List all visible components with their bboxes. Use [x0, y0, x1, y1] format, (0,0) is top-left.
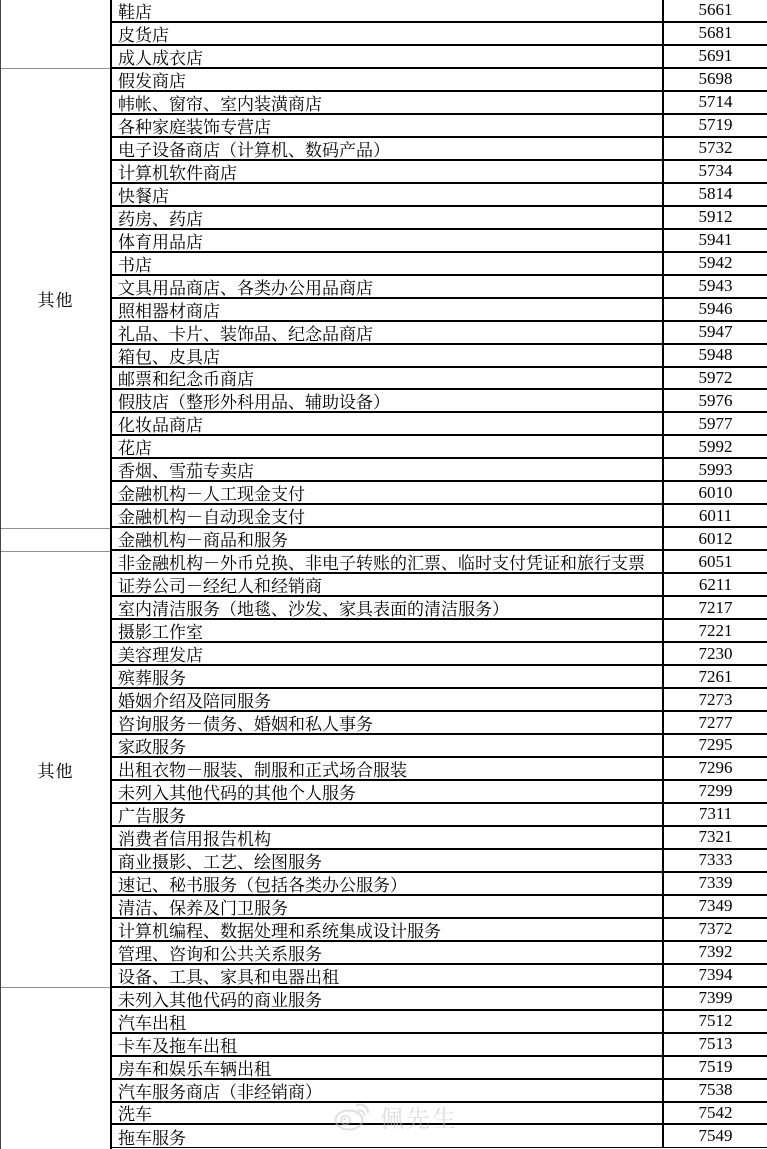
table-row: [112, 712, 767, 735]
merchant-description-cell: 金融机构－人工现金支付: [112, 482, 664, 503]
merchant-description-cell: 邮票和纪念币商店: [112, 368, 664, 389]
merchant-description-cell: 卡车及拖车出租: [112, 1034, 664, 1055]
table-row: [112, 873, 767, 896]
mcc-code-cell: 5698: [698, 69, 733, 89]
category-column: [0, 0, 112, 1149]
merchant-description-cell: 室内清洁服务（地毯、沙发、家具表面的清洁服务）: [112, 597, 664, 618]
merchant-description-cell: 各种家庭装饰专营店: [112, 115, 664, 136]
table-row: [112, 138, 767, 161]
table-row: [112, 299, 767, 322]
mcc-code-cell: 5814: [698, 184, 733, 204]
category-group-cell: [1, 69, 110, 529]
table-row: [112, 804, 767, 827]
mcc-code-cell: 5941: [698, 230, 733, 250]
mcc-code-cell: 5661: [698, 0, 733, 20]
mcc-code-cell: 5691: [698, 46, 733, 66]
mcc-code-cell: 6211: [698, 574, 733, 594]
table-row: [112, 230, 767, 253]
merchant-description-cell: 消费者信用报告机构: [112, 827, 664, 848]
merchant-description-cell: 管理、咨询和公共关系服务: [112, 942, 664, 963]
mcc-code-cell: 7512: [698, 1011, 733, 1031]
merchant-description-cell: 汽车服务商店（非经销商）: [112, 1080, 664, 1101]
merchant-description-cell: 快餐店: [112, 184, 664, 205]
merchant-description-cell: 广告服务: [112, 804, 664, 825]
mcc-code-cell: 7296: [698, 758, 733, 778]
table-row: [112, 115, 767, 138]
table-row: [112, 827, 767, 850]
merchant-description-cell: 体育用品店: [112, 230, 664, 251]
mcc-code-cell: 7549: [698, 1126, 733, 1146]
merchant-description-cell: 鞋店: [112, 0, 664, 21]
merchant-description-cell: 帏帐、窗帘、室内装潢商店: [112, 92, 664, 113]
table-row: [112, 1011, 767, 1034]
merchant-description-cell: 美容理发店: [112, 643, 664, 664]
merchant-description-cell: 计算机软件商店: [112, 161, 664, 182]
table-row: [112, 23, 767, 46]
merchant-description-cell: 拖车服务: [112, 1125, 664, 1147]
table-row: [112, 459, 767, 482]
merchant-description-cell: 书店: [112, 253, 664, 274]
merchant-description-cell: 未列入其他代码的商业服务: [112, 988, 664, 1009]
table-row: [112, 69, 767, 92]
table-row: [112, 528, 767, 551]
mcc-code-cell: 7273: [698, 689, 733, 709]
mcc-code-cell: 5942: [698, 253, 733, 273]
category-label: 其他: [37, 290, 74, 310]
table-row: [112, 0, 767, 23]
mcc-code-cell: 7394: [698, 965, 733, 985]
table-row: [112, 597, 767, 620]
merchant-description-cell: 电子设备商店（计算机、数码产品）: [112, 138, 664, 159]
mcc-code-cell: 5948: [698, 345, 733, 365]
mcc-code-cell: 5734: [698, 161, 733, 181]
mcc-code-cell: 5977: [698, 413, 733, 433]
merchant-description-cell: 婚姻介绍及陪同服务: [112, 689, 664, 710]
mcc-code-cell: 7221: [698, 620, 733, 640]
mcc-code-cell: 6012: [698, 528, 733, 548]
table-row: [112, 1057, 767, 1080]
table-row: [112, 253, 767, 276]
table-row: [112, 276, 767, 299]
table-row: [112, 551, 767, 574]
table-row: [112, 413, 767, 436]
category-group-cell-empty: [1, 529, 110, 552]
mcc-code-cell: 5912: [698, 207, 733, 227]
merchant-description-cell: 照相器材商店: [112, 299, 664, 320]
merchant-description-cell: 礼品、卡片、装饰品、纪念品商店: [112, 322, 664, 343]
merchant-description-cell: 未列入其他代码的其他个人服务: [112, 781, 664, 802]
mcc-code-cell: 7217: [698, 597, 733, 617]
table-row: [112, 689, 767, 712]
mcc-code-cell: 5719: [698, 115, 733, 135]
table-row: [112, 988, 767, 1011]
table-row: [112, 46, 767, 69]
mcc-code-cell: 5946: [698, 299, 733, 319]
table-row: [112, 436, 767, 459]
table-row: [112, 574, 767, 597]
table-row: [112, 505, 767, 528]
merchant-description-cell: 速记、秘书服务（包括各类办公服务）: [112, 873, 664, 894]
table-row: [112, 1125, 767, 1148]
merchant-description-cell: 香烟、雪茄专卖店: [112, 459, 664, 480]
mcc-code-cell: 5714: [698, 92, 733, 112]
mcc-code-cell: 7295: [698, 735, 733, 755]
table-row: [112, 345, 767, 368]
table-row: [112, 643, 767, 666]
merchant-description-cell: 皮货店: [112, 23, 664, 44]
merchant-description-cell: 家政服务: [112, 735, 664, 756]
merchant-description-cell: 商业摄影、工艺、绘图服务: [112, 850, 664, 871]
merchant-description-cell: 假肢店（整形外科用品、辅助设备）: [112, 390, 664, 411]
merchant-description-cell: 证券公司－经纪人和经销商: [112, 574, 664, 595]
mcc-code-cell: 6011: [698, 505, 733, 525]
merchant-description-cell: 洗车: [112, 1103, 664, 1124]
table-row: [112, 666, 767, 689]
mcc-code-cell: 5732: [698, 138, 733, 158]
mcc-code-cell: 5993: [698, 459, 733, 479]
merchant-description-cell: 文具用品商店、各类办公用品商店: [112, 276, 664, 297]
table-row: [112, 207, 767, 230]
merchant-description-cell: 摄影工作室: [112, 620, 664, 641]
table-row: [112, 161, 767, 184]
table-row: [112, 620, 767, 643]
merchant-description-cell: 花店: [112, 436, 664, 457]
table-row: [112, 368, 767, 391]
merchant-description-cell: 汽车出租: [112, 1011, 664, 1032]
table-row: [112, 781, 767, 804]
merchant-description-cell: 设备、工具、家具和电器出租: [112, 965, 664, 986]
table-row: [112, 1103, 767, 1126]
merchant-description-cell: 药房、药店: [112, 207, 664, 228]
merchant-description-cell: 殡葬服务: [112, 666, 664, 687]
category-group-cell-empty: [1, 0, 110, 69]
table-row: [112, 896, 767, 919]
mcc-code-cell: 7277: [698, 712, 733, 732]
table-row: [112, 850, 767, 873]
mcc-code-cell: 7513: [698, 1034, 733, 1054]
mcc-code-cell: 7299: [698, 781, 733, 801]
table-row: [112, 919, 767, 942]
category-group-cell-empty: [1, 988, 110, 1149]
table-body: [112, 0, 767, 1149]
merchant-description-cell: 箱包、皮具店: [112, 345, 664, 366]
mcc-code-cell: 7339: [698, 873, 733, 893]
category-label: 其他: [37, 761, 74, 781]
merchant-description-cell: 金融机构－自动现金支付: [112, 505, 664, 526]
table-row: [112, 942, 767, 965]
mcc-code-cell: 5943: [698, 276, 733, 296]
mcc-code-cell: 5972: [698, 367, 733, 387]
mcc-code-cell: 7349: [698, 896, 733, 916]
mcc-code-cell: 7311: [698, 804, 733, 824]
mcc-code-cell: 7399: [698, 988, 733, 1008]
merchant-description-cell: 咨询服务－债务、婚姻和私人事务: [112, 712, 664, 733]
merchant-description-cell: 清洁、保养及门卫服务: [112, 896, 664, 917]
mcc-code-cell: 7519: [698, 1057, 733, 1077]
mcc-code-cell: 7538: [698, 1080, 733, 1100]
merchant-description-cell: 计算机编程、数据处理和系统集成设计服务: [112, 919, 664, 940]
table-row: [112, 92, 767, 115]
table-row: [112, 184, 767, 207]
mcc-code-cell: 7261: [698, 666, 733, 686]
category-group-cell: [1, 552, 110, 989]
table-row: [112, 390, 767, 413]
merchant-description-cell: 房车和娱乐车辆出租: [112, 1057, 664, 1078]
mcc-code-cell: 7333: [698, 850, 733, 870]
table-row: [112, 965, 767, 988]
table-row: [112, 482, 767, 505]
table-row: [112, 735, 767, 758]
mcc-code-cell: 6010: [698, 482, 733, 502]
merchant-description-cell: 成人成衣店: [112, 46, 664, 67]
merchant-description-cell: 金融机构－商品和服务: [112, 528, 664, 549]
mcc-code-cell: 6051: [698, 551, 733, 571]
table-row: [112, 1034, 767, 1057]
watermark-text: 佩先生: [380, 1107, 458, 1133]
mcc-code-cell: 5992: [698, 436, 733, 456]
mcc-code-cell: 5681: [698, 23, 733, 43]
mcc-code-cell: 5947: [698, 322, 733, 342]
mcc-code-cell: 7321: [698, 827, 733, 847]
table-row: [112, 758, 767, 781]
merchant-description-cell: 出租衣物－服装、制服和正式场合服装: [112, 758, 664, 779]
merchant-description-cell: 化妆品商店: [112, 413, 664, 434]
mcc-code-cell: 7392: [698, 942, 733, 962]
mcc-code-cell: 7542: [698, 1102, 733, 1122]
merchant-description-cell: 非金融机构－外币兑换、非电子转账的汇票、临时支付凭证和旅行支票: [112, 551, 664, 572]
merchant-description-cell: 假发商店: [112, 69, 664, 90]
mcc-code-cell: 5976: [698, 390, 733, 410]
mcc-code-cell: 7230: [698, 643, 733, 663]
table-row: [112, 1080, 767, 1103]
mcc-code-cell: 7372: [698, 919, 733, 939]
table-row: [112, 322, 767, 345]
